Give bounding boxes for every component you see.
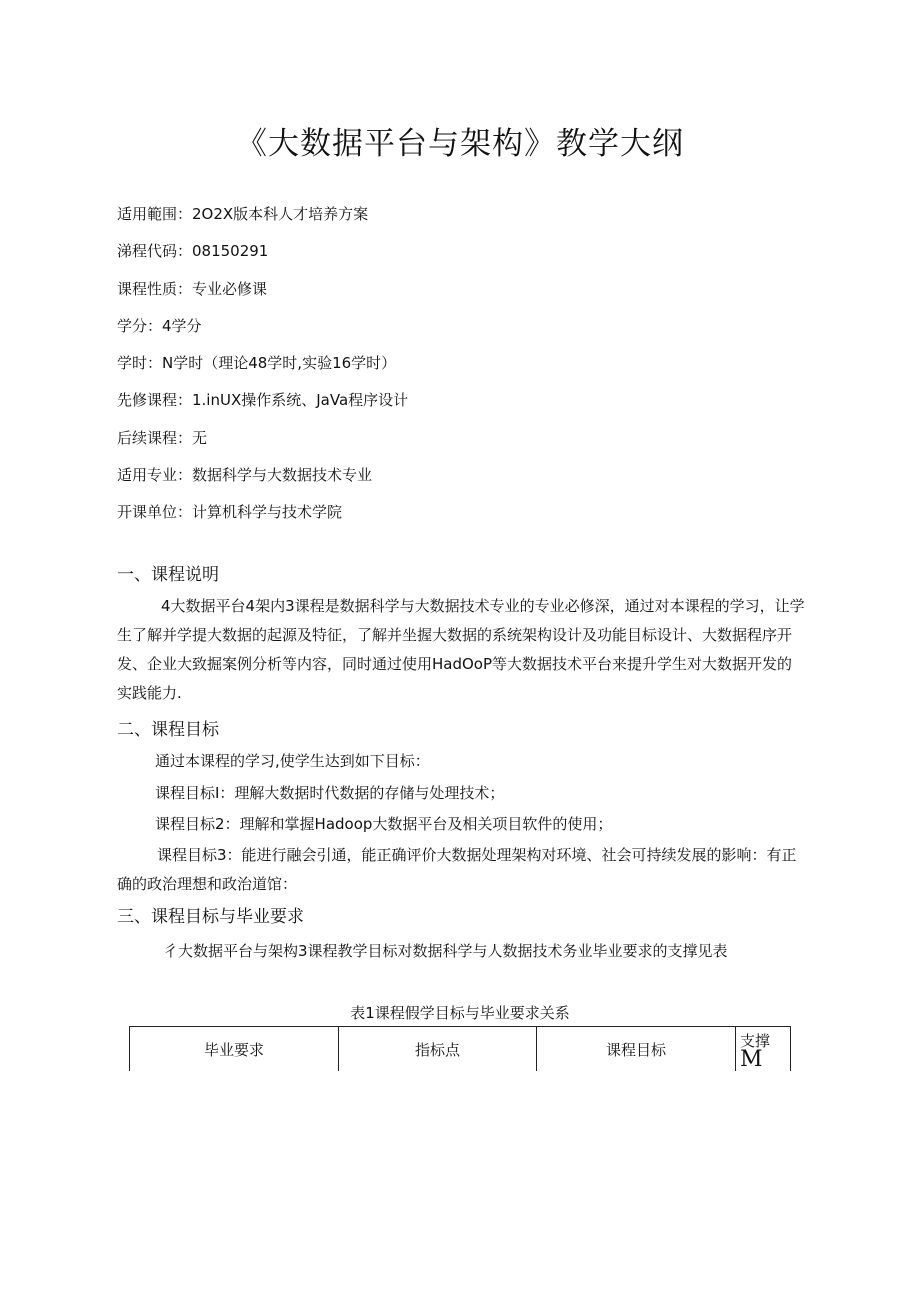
table-header-row (130, 1027, 791, 1072)
header-graduation-requirement: 毕业要求 (130, 1027, 339, 1072)
header-support-level: M (740, 1047, 763, 1072)
header-support-label: 支撑 (740, 1032, 771, 1050)
meta-course-nature: 课程性质：专业必修课 (117, 280, 268, 298)
meta-course-code: 涕程代码：08150291 (117, 242, 269, 260)
section-heading-goals-requirements: 三、课程目标与毕业要求 (117, 907, 304, 927)
requirements-table (129, 1026, 791, 1071)
section-heading-course-goals: 二、课程目标 (117, 720, 219, 740)
course-goal-2: 课程目标2：理解和掌握Hadoop大数据平台及相关项目软件的使用； (155, 815, 613, 833)
meta-applicable-major: 适用专业：数据科学与大数据技术专业 (117, 466, 373, 484)
goals-intro: 通过本课程的学习,使学生达到如下目标： (155, 752, 430, 770)
goals-requirements-intro: 彳大数据平台与架构3课程教学目标对数据科学与人数据技术务业毕业要求的支撑见表 (163, 942, 728, 960)
meta-prerequisites: 先修课程：1.inUX操作系统、JaVa程序设计 (117, 391, 409, 409)
meta-hours: 学时：N学时（理论48学时,实验16学时） (117, 354, 397, 372)
header-support (736, 1027, 791, 1072)
header-course-goal: 课程目标 (537, 1027, 736, 1072)
table-caption: 表1课程假学目标与毕业要求关系 (350, 1004, 570, 1022)
meta-offering-unit: 开课单位：计算机科学与技术学院 (117, 503, 343, 521)
meta-scope: 适用範围：2O2X版本科人才培养方案 (117, 205, 369, 223)
header-indicator-point: 指标点 (339, 1027, 537, 1072)
course-goal-3: 课程目标3：能进行融会引通，能正确评价大数据处理架构对环境、社会可持续发展的影响：有正确的政治理想和政治道馆： (117, 846, 797, 893)
meta-credits: 学分：4学分 (117, 317, 202, 335)
page-title: 《大数据平台与架构》教学大纲 (236, 126, 684, 162)
course-description-paragraph: 4大数据平台4架内3课程是数据科学与大数据技术专业的专业必修深，通过对本课程的学习，让学生了解并学提大数据的起源及特征，了解并坐握大数据的系统架构设计及功能目标设计、大数据程序开发、企业大致掘案例分析等内容，同时通过使用HadOoP等大数据技术平台来提升学生对大数据开发的实践能力. (117, 597, 805, 702)
course-goal-1: 课程目标I：理解大数据时代数据的存储与处理技术； (155, 784, 505, 802)
meta-follow-up-courses: 后续课程：无 (117, 429, 208, 447)
section-heading-course-description: 一、课程说明 (117, 565, 219, 585)
